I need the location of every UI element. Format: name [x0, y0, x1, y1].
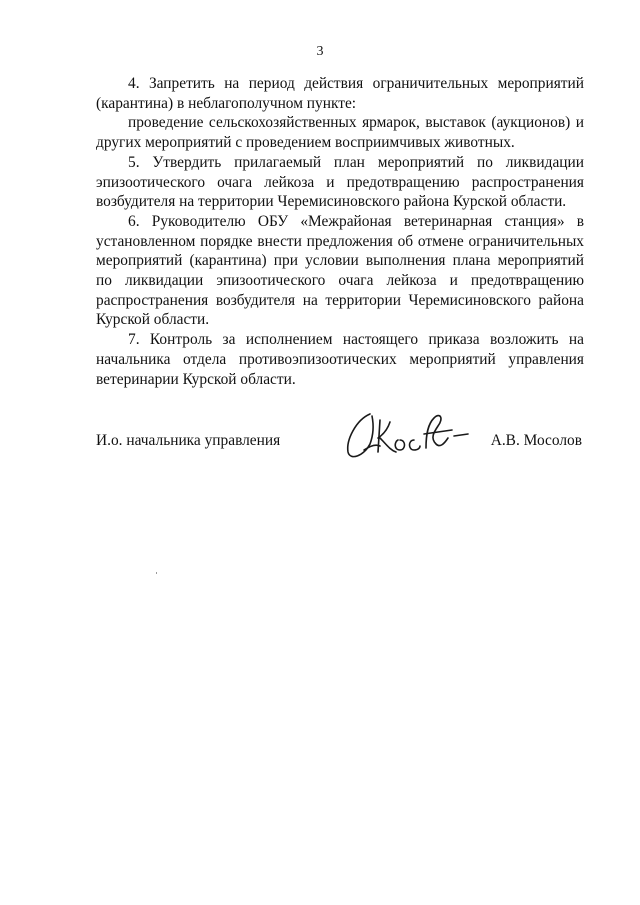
signature-block [96, 406, 584, 466]
paragraph-item-4: 4. Запретить на период действия ограничительных мероприятий (карантина) в неблагополучном пункте: [96, 75, 584, 112]
paragraph-item-6: 6. Руководителю ОБУ «Межрайоная ветеринарная станция» в установленном порядке внести предложения об отмене ограничительных мероприятий (карантина) при условии выполнения плана мероприятий по ликвидации эпизоотического очага лейкоза и предотвращению распространения возбудителя на территории Черемисиновского района Курской области. [96, 212, 584, 329]
signatory-title: И.о. начальника управления [96, 432, 281, 449]
paragraph-item-5: 5. Утвердить прилагаемый план мероприятий по ликвидации эпизоотического очага лейкоза и предотвращению распространения возбудителя на территории Черемисиновского района Курской области. [96, 153, 584, 211]
order-body-text [96, 74, 584, 389]
paragraph-item-4-continuation: проведение сельскохозяйственных ярмарок, выставок (аукционов) и других мероприятий с проведением восприимчивых животных. [96, 114, 584, 152]
handwritten-signature [340, 406, 470, 464]
signatory-name: А.В. Мосолов [490, 432, 582, 449]
scan-speck [156, 572, 157, 574]
page-number: 3 [316, 44, 324, 59]
paragraph-item-7: 7. Контроль за исполнением настоящего приказа возложить на начальника отдела противоэпизоотических мероприятий управления ветеринарии Курской области. [96, 331, 584, 388]
